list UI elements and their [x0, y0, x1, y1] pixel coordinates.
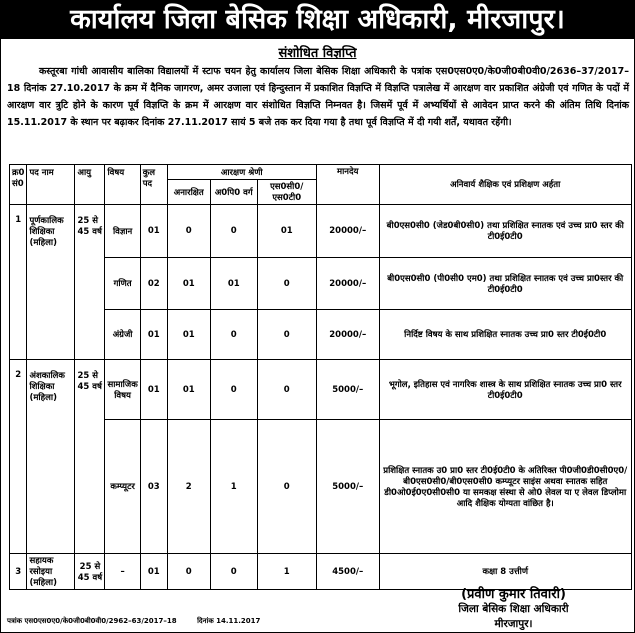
subject: सामाजिक विषय — [105, 360, 140, 420]
reference-date: दिनांक 14.11.2017 — [197, 617, 261, 625]
obc-count: 0 — [210, 360, 257, 420]
obc-count: 1 — [210, 420, 257, 554]
header-post: पद नाम — [27, 165, 75, 205]
subject: अंग्रेजी — [105, 310, 140, 360]
header-sno: क्र0 सं0 — [10, 165, 27, 205]
notice-subtitle: संशोधित विज्ञप्ति — [278, 46, 357, 61]
table-row — [10, 205, 632, 258]
serial-number: 3 — [10, 554, 27, 590]
subject: कम्प्यूटर — [105, 420, 140, 554]
table-row — [10, 360, 632, 420]
obc-count: 0 — [210, 310, 257, 360]
signatory-place: मीरजापुर। — [494, 618, 533, 630]
honorarium: 4500/– — [316, 554, 379, 590]
table-row — [10, 554, 632, 590]
unreserved-count: 01 — [167, 258, 210, 310]
qualification: निर्दिष्ट विषय के साथ प्रशिक्षित स्नातक उच्च प्रा0 स्तर टी0ई0टी0 — [379, 310, 631, 360]
office-title: कार्यालय जिला बेसिक शिक्षा अधिकारी, मीरजापुर। — [1, 1, 634, 39]
total-posts: 01 — [140, 205, 167, 258]
total-posts: 02 — [140, 258, 167, 310]
serial-number: 2 — [10, 360, 27, 554]
scst-count: 1 — [257, 554, 316, 590]
qualification: कक्षा 8 उत्तीर्ण — [379, 554, 631, 590]
age-range: 25 से 45 वर्ष — [75, 554, 105, 590]
honorarium: 5000/– — [316, 420, 379, 554]
unreserved-count: 01 — [167, 310, 210, 360]
scst-count: 0 — [257, 360, 316, 420]
scst-count: 01 — [257, 205, 316, 258]
unreserved-count: 2 — [167, 420, 210, 554]
honorarium: 5000/– — [316, 360, 379, 420]
header-honorarium: मानदेय — [316, 165, 379, 205]
honorarium: 20000/– — [316, 310, 379, 360]
vacancy-table — [9, 164, 632, 590]
header-qualification: अनिवार्य शैक्षिक एवं प्रशिक्षण अर्हता — [379, 165, 631, 205]
post-name: अंशकालिक शिक्षिका (महिला) — [27, 360, 75, 554]
unreserved-count: 0 — [167, 205, 210, 258]
subject: गणित — [105, 258, 140, 310]
signatory-designation: जिला बेसिक शिक्षा अधिकारी — [458, 603, 569, 615]
signature-block — [401, 587, 626, 632]
qualification: प्रशिक्षित स्नातक उ0 प्रा0 स्तर टी0ई0टी0 के अतिरिक्त पी0जी0डी0सी0ए0/बी0एस0सी0/बी0एस0सी0 कम्प्यूटर साइंस अथवा स्नातक सहित डी0ओ0ई0ए0सी0सी0 या समकक्ष संस्था से ओ0 लेवल या ए लेवल डिप्लोमा आदि शैक्षिक योग्यता वांछित है। — [379, 420, 631, 554]
scst-count: 0 — [257, 310, 316, 360]
header-obc: अ0पि0 वर्ग — [210, 180, 257, 205]
post-name: सहायक रसोइया (महिला) — [27, 554, 75, 590]
scst-count: 0 — [257, 420, 316, 554]
total-posts: 01 — [140, 310, 167, 360]
qualification: बी0एस0सी0 (पी0सी0 एम0) तथा प्रशिक्षित स्नातक एवं उच्च प्रा0स्तर की टी0ई0टी0 — [379, 258, 631, 310]
total-posts: 01 — [140, 554, 167, 590]
header-scst: एस0सी0/एस0टी0 — [257, 180, 316, 205]
reference-line — [7, 617, 278, 626]
age-range: 25 से 45 वर्ष — [75, 205, 105, 360]
obc-count: 01 — [210, 258, 257, 310]
obc-count: 0 — [210, 554, 257, 590]
serial-number: 1 — [10, 205, 27, 360]
header-total: कुल पद — [140, 165, 167, 205]
scst-count: 0 — [257, 258, 316, 310]
header-reservation: आरक्षण श्रेणी — [167, 165, 316, 180]
qualification: भूगोल, इतिहास एवं नागरिक शास्त्र के साथ प्रशिक्षित स्नातक उच्च प्रा0 स्तर टी0ई0टी0 — [379, 360, 631, 420]
header-subject: विषय — [105, 165, 140, 205]
post-name: पूर्णकालिक शिक्षिका (महिला) — [27, 205, 75, 360]
obc-count: 0 — [210, 205, 257, 258]
subject: – — [105, 554, 140, 590]
honorarium: 20000/– — [316, 205, 379, 258]
total-posts: 01 — [140, 360, 167, 420]
header-age: आयु — [75, 165, 105, 205]
signatory-name: (प्रवीण कुमार तिवारी) — [461, 587, 566, 602]
age-range: 25 से 45 वर्ष — [75, 360, 105, 554]
subject: विज्ञान — [105, 205, 140, 258]
unreserved-count: 01 — [167, 360, 210, 420]
header-unreserved: अनारक्षित — [167, 180, 210, 205]
unreserved-count: 0 — [167, 554, 210, 590]
reference-number: पत्रांक एस0एस0ए0/के0जी0बी0वी0/2962–63/2017–18 — [7, 617, 177, 625]
notice-paragraph: कस्तूरबा गांधी आवासीय बालिका विद्यालयों में स्टाफ चयन हेतु कार्यालय जिला बेसिक शिक्षा अधिकारी के पत्रांक एस0एस0ए0/के0जी0बी0वी0/2636–37/2017–18 दिनांक 27.10.2017 के क्रम में दैनिक जागरण, अमर उजाला एवं हिन्दुस्तान में प्रकाशित विज्ञप्ति में विज्ञप्ति पत्रालेख में आरक्षण वार प्रकाशित अंग्रेजी एवं गणित के पदों में आरक्षण वार त्रुटि होने के कारण पूर्व विज्ञप्ति के क्रम में आरक्षण वार संशोधित विज्ञप्ति निम्नवत है। जिसमें पूर्व में अभ्यर्थियों से आवेदन प्राप्त करने की अंतिम तिथि दिनांक 15.11.2017 के स्थान पर बढ़ाकर दिनांक 27.11.2017 सायं 5 बजे तक कर दिया गया है तथा पूर्व विज्ञप्ति में दी गयी शर्तें, यथावत रहेंगी। — [7, 66, 629, 128]
total-posts: 03 — [140, 420, 167, 554]
honorarium: 20000/– — [316, 258, 379, 310]
qualification: बी0एस0सी0 (जेड0बी0सी0) तथा प्रशिक्षित स्नातक एवं उच्च प्रा0 स्तर की टी0ई0टी0 — [379, 205, 631, 258]
